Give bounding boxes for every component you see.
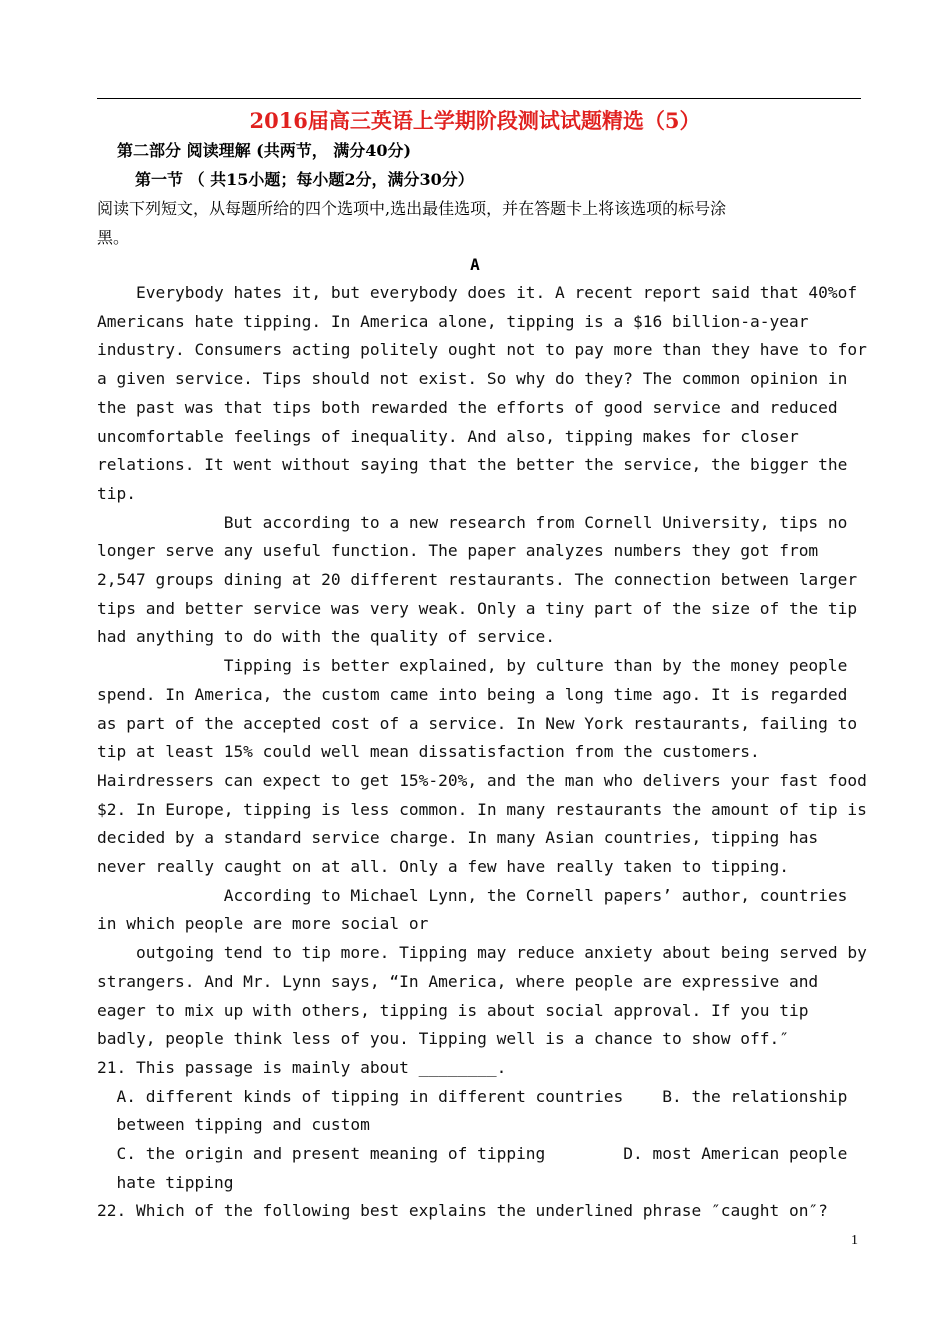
passage-line: $2. In Europe, tipping is less common. In many restaurants the amount of tip is — [97, 799, 867, 819]
passage-line: Everybody hates it, but everybody does it. A recent report said that 40%of — [97, 283, 858, 302]
instruction-line-1: 阅读下列短文，从每题所给的四个选项中,选出最佳选项，并在答题卡上将该选项的标号涂 — [97, 199, 727, 218]
question-line: hate tipping — [97, 1172, 234, 1192]
passage-line: 2,547 groups dining at 20 different restaurants. The connection between larger — [97, 570, 858, 589]
passage-line: But according to a new research from Cornell University, tips no — [97, 512, 848, 532]
passage-line: the past was that tips both rewarded the efforts of good service and reduced — [97, 397, 838, 417]
passage-line: According to Michael Lynn, the Cornell papers’ author, countries — [97, 885, 848, 905]
passage-line: tips and better service was very weak. Only a tiny part of the size of the tip — [97, 598, 858, 618]
passage-line: spend. In America, the custom came into being a long time ago. It is regarded — [97, 684, 848, 704]
question-line: between tipping and custom — [97, 1115, 370, 1135]
passage-line: uncomfortable feelings of inequality. And also, tipping makes for closer — [97, 426, 799, 446]
passage-line: Tipping is better explained, by culture than by the money people — [97, 656, 848, 676]
passage-line: outgoing tend to tip more. Tipping may reduce anxiety about being served by — [97, 943, 867, 963]
passage-line: longer serve any useful function. The paper analyzes numbers they got from — [97, 541, 819, 561]
passage-line: strangers. And Mr. Lynn says, “In America, where people are expressive and — [97, 971, 819, 991]
passage-line: tip. — [97, 483, 136, 503]
page-number: 1 — [851, 1233, 858, 1248]
question-line: C. the origin and present meaning of tipping D. most American people — [97, 1144, 848, 1163]
passage-line: Hairdressers can expect to get 15%-20%, and the man who delivers your fast food — [97, 770, 867, 790]
passage-line: industry. Consumers acting politely ought not to pay more than they have to for — [97, 340, 867, 360]
passage-line: had anything to do with the quality of service. — [97, 627, 556, 647]
passage-line: badly, people think less of you. Tipping well is a chance to show off.″ — [97, 1029, 789, 1049]
passage-line: as part of the accepted cost of a service. In New York restaurants, failing to — [97, 713, 858, 733]
passage-line: decided by a standard service charge. In many Asian countries, tipping has — [97, 828, 819, 848]
passage-line: Americans hate tipping. In America alone, tipping is a $16 billion-a-year — [97, 311, 809, 331]
question-line: 22. Which of the following best explains the underlined phrase ″caught on″? — [97, 1201, 828, 1221]
instruction-line-2: 黑。 — [97, 228, 130, 247]
header-rule — [97, 98, 861, 99]
passage-line: a given service. Tips should not exist. So why do they? The common opinion in — [97, 369, 848, 389]
part-heading: 第二部分 阅读理解 (共两节， 满分40分) — [117, 141, 412, 160]
passage-label: A — [470, 255, 480, 274]
document-title: 2016届高三英语上学期阶段测试试题精选（5） — [249, 108, 701, 133]
passage-line: eager to mix up with others, tipping is about social approval. If you tip — [97, 1000, 809, 1020]
section-heading: 第一节 （ 共15小题；每小题2分，满分30分） — [135, 170, 474, 189]
question-line: A. different kinds of tipping in different countries B. the relationship — [97, 1086, 848, 1106]
passage-line: relations. It went without saying that the better the service, the bigger the — [97, 455, 848, 475]
passage-line: tip at least 15% could well mean dissatisfaction from the customers. — [97, 742, 760, 762]
question-line: 21. This passage is mainly about ________. — [97, 1057, 507, 1077]
passage-line: in which people are more social or — [97, 914, 429, 934]
passage-line: never really caught on at all. Only a few have really taken to tipping. — [97, 857, 789, 876]
